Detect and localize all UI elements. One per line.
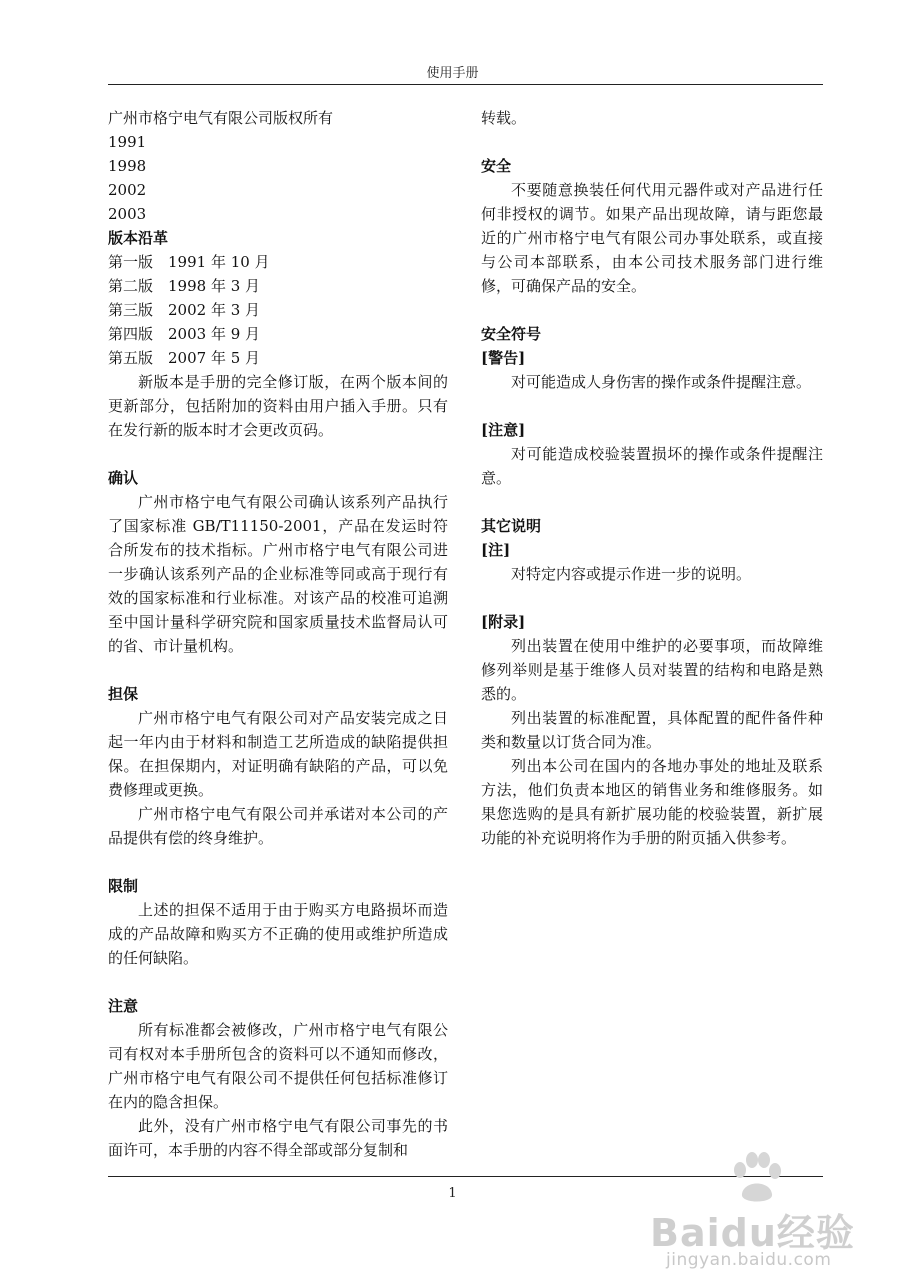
right-column: [481, 106, 823, 850]
limit-text: 上述的担保不适用于由于购买方电路损坏而造成的产品故障和购买方不正确的使用或维护所造成的任何缺陷。: [108, 901, 448, 967]
watermark-brand: Baidu经验: [650, 1211, 855, 1255]
caution-text: 对可能造成校验装置损坏的操作或条件提醒注意。: [481, 445, 823, 487]
edition-row: [108, 274, 448, 298]
edition-date: 2003 年 9 月: [168, 325, 261, 343]
spacer: [108, 850, 448, 874]
edition-name: 第四版: [108, 325, 154, 343]
year-line: 1991: [108, 133, 147, 151]
edition-name: 第三版: [108, 301, 154, 319]
edition-row: [108, 322, 448, 346]
edition-date: 2002 年 3 月: [168, 301, 261, 319]
left-column: [108, 106, 448, 1162]
year-line: 1998: [108, 157, 147, 175]
confirm-heading: 确认: [108, 469, 139, 487]
spacer: [108, 658, 448, 682]
appendix-text: 列出装置的标准配置，具体配置的配件备件种类和数量以订货合同为准。: [481, 709, 823, 751]
header-title: 使用手册: [426, 66, 479, 81]
spacer: [481, 490, 823, 514]
history-heading: 版本沿革: [108, 229, 169, 247]
edition-name: 第二版: [108, 277, 154, 295]
appendix-text: 列出装置在使用中维护的必要事项，而故障维修列举则是基于维修人员对装置的结构和电路是熟悉的。: [481, 637, 823, 703]
copyright-line: 广州市格宁电气有限公司版权所有: [108, 109, 334, 127]
warranty-text: 广州市格宁电气有限公司对产品安装完成之日起一年内由于材料和制造工艺所造成的缺陷提供担保。在担保期内，对证明确有缺陷的产品，可以免费修理或更换。: [108, 709, 448, 799]
warning-text: 对可能造成人身伤害的操作或条件提醒注意。: [511, 373, 812, 391]
spacer: [481, 130, 823, 154]
edition-row: [108, 298, 448, 322]
watermark-url: jingyan.baidu.com: [666, 1250, 832, 1270]
year-line: 2003: [108, 205, 147, 223]
watermark: [640, 1140, 880, 1270]
spacer: [481, 586, 823, 610]
caution-tag: [注意]: [481, 421, 526, 439]
warning-tag: [警告]: [481, 349, 526, 367]
paw-logo-icon: [726, 1148, 786, 1208]
note-text: 对特定内容或提示作进一步的说明。: [511, 565, 752, 583]
edition-name: 第五版: [108, 349, 154, 367]
note-tag: [注]: [481, 541, 511, 559]
edition-date: 1991 年 10 月: [168, 253, 270, 271]
notice-text: 所有标准都会被修改，广州市格宁电气有限公司有权对本手册所包含的资料可以不通知而修改，广州市格宁电气有限公司不提供任何包括标准修订在内的隐含担保。: [108, 1021, 448, 1111]
edition-row: [108, 346, 448, 370]
spacer: [481, 394, 823, 418]
spacer: [108, 970, 448, 994]
header-rule: [108, 84, 823, 85]
page-number: 1: [448, 1186, 457, 1201]
year-line: 2002: [108, 181, 147, 199]
spacer: [108, 442, 448, 466]
notice-heading: 注意: [108, 997, 139, 1015]
edition-row: [108, 250, 448, 274]
confirm-text: 广州市格宁电气有限公司确认该系列产品执行了国家标准 GB/T11150-2001，产品在发运时符合所发布的技术指标。广州市格宁电气有限公司进一步确认该系列产品的企业标准等同或高于现行有效的国家标准和行业标准。对该产品的校准可追溯至中国计量科学研究院和国家质量技术监督局认可的省、市计量机构。: [108, 493, 448, 655]
other-heading: 其它说明: [481, 517, 542, 535]
symbols-heading: 安全符号: [481, 325, 542, 343]
edition-date: 2007 年 5 月: [168, 349, 261, 367]
appendix-tag: [附录]: [481, 613, 526, 631]
warranty-text: 广州市格宁电气有限公司并承诺对本公司的产品提供有偿的终身维护。: [108, 805, 448, 847]
spacer: [481, 298, 823, 322]
limit-heading: 限制: [108, 877, 139, 895]
appendix-text: 列出本公司在国内的各地办事处的地址及联系方法，他们负责本地区的销售业务和维修服务。如果您选购的是具有新扩展功能的校验装置，新扩展功能的补充说明将作为手册的附页插入供参考。: [481, 757, 823, 847]
edition-name: 第一版: [108, 253, 154, 271]
safety-text: 不要随意换装任何代用元器件或对产品进行任何非授权的调节。如果产品出现故障，请与距您最近的广州市格宁电气有限公司办事处联系，或直接与公司本部联系，由本公司技术服务部门进行维修，可确保产品的安全。: [481, 181, 823, 295]
continued-text: 转载。: [481, 109, 527, 127]
safety-heading: 安全: [481, 157, 512, 175]
history-note: 新版本是手册的完全修订版，在两个版本间的更新部分，包括附加的资料由用户插入手册。只有在发行新的版本时才会更改页码。: [108, 373, 448, 439]
edition-date: 1998 年 3 月: [168, 277, 261, 295]
notice-text: 此外，没有广州市格宁电气有限公司事先的书面许可，本手册的内容不得全部或部分复制和: [108, 1117, 448, 1159]
warranty-heading: 担保: [108, 685, 139, 703]
